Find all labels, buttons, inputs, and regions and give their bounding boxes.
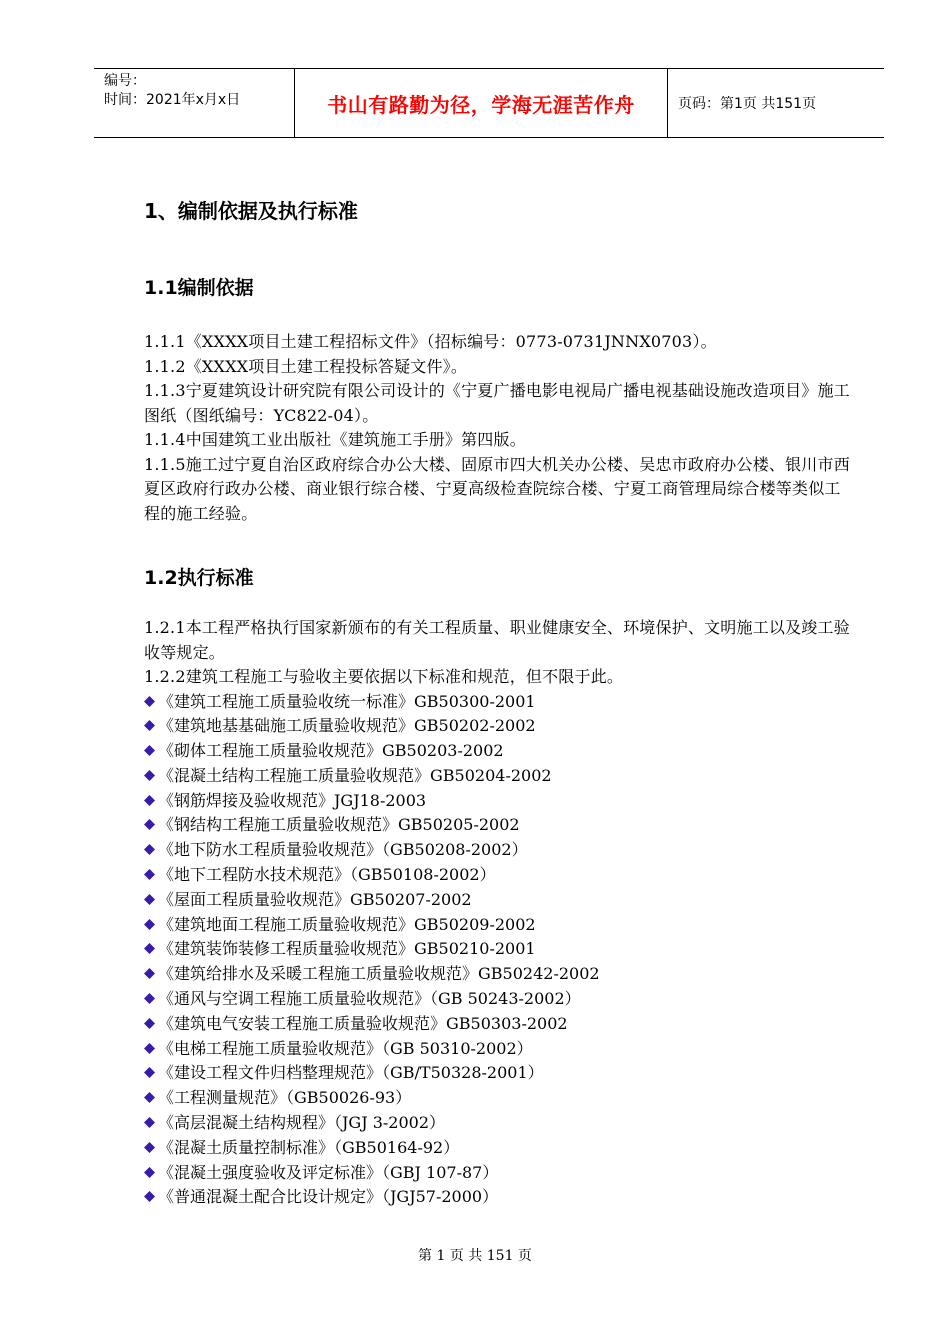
diamond-bullet-icon	[144, 869, 155, 880]
standard-item-text: 《建筑工程施工质量验收统一标准》GB50300-2001	[158, 691, 536, 711]
subsection-title-standards: 1.2执行标准	[144, 567, 254, 589]
standard-item	[144, 838, 854, 863]
standard-item	[144, 913, 854, 938]
basis-item: 1.1.5施工过宁夏自治区政府综合办公大楼、固原市四大机关办公楼、吴忠市政府办公楼、银川市西夏区政府行政办公楼、商业银行综合楼、宁夏高级检查院综合楼、宁夏工商管理局综合楼等类似工程的施工经验。	[144, 454, 850, 523]
standard-item	[144, 962, 854, 987]
standard-item	[144, 1161, 854, 1186]
section-title: 1、编制依据及执行标准	[144, 199, 358, 223]
standard-item	[144, 813, 854, 838]
standard-item-text: 《建筑装饰装修工程质量验收规范》GB50210-2001	[158, 939, 536, 959]
standard-item	[144, 863, 854, 888]
standard-item	[144, 789, 854, 814]
header-divider-right	[667, 69, 668, 137]
diamond-bullet-icon	[144, 696, 155, 707]
standard-item-text: 《建设工程文件归档整理规范》（GB/T50328-2001）	[158, 1063, 544, 1083]
diamond-bullet-icon	[144, 745, 155, 756]
diamond-bullet-icon	[144, 1067, 155, 1078]
document-body	[144, 196, 854, 1210]
document-time-label: 时间：2021年x月x日	[104, 92, 241, 108]
standard-item-text: 《混凝土质量控制标准》（GB50164-92）	[158, 1137, 460, 1157]
standard-item-text: 《建筑地基基础施工质量验收规范》GB50202-2002	[158, 716, 536, 736]
standard-item-text: 《普通混凝土配合比设计规定》（JGJ57-2000）	[158, 1187, 499, 1207]
page-header	[94, 68, 884, 138]
standard-item-text: 《钢筋焊接及验收规范》JGJ18-2003	[158, 790, 427, 810]
standard-item	[144, 1012, 854, 1037]
header-page-info: 页码：第1页 共151页	[678, 96, 817, 112]
standard-item-text: 《工程测量规范》（GB50026-93）	[158, 1088, 412, 1108]
diamond-bullet-icon	[144, 844, 155, 855]
standard-item	[144, 1037, 854, 1062]
standard-item-text: 《建筑电气安装工程施工质量验收规范》GB50303-2002	[158, 1013, 568, 1033]
diamond-bullet-icon	[144, 943, 155, 954]
standard-item	[144, 888, 854, 913]
standard-item	[144, 739, 854, 764]
standard-item-text: 《混凝土强度验收及评定标准》（GBJ 107-87）	[158, 1162, 499, 1182]
standard-item-text: 《高层混凝土结构规程》（JGJ 3-2002）	[158, 1113, 446, 1133]
standard-item	[144, 1185, 854, 1210]
standard-item	[144, 690, 854, 715]
basis-item: 1.1.2《XXXX项目土建工程投标答疑文件》。	[144, 356, 468, 376]
basis-item: 1.1.4中国建筑工业出版社《建筑施工手册》第四版。	[144, 430, 526, 449]
standard-item-text: 《地下工程防水技术规范》（GB50108-2002）	[158, 865, 496, 885]
diamond-bullet-icon	[144, 1117, 155, 1128]
diamond-bullet-icon	[144, 1092, 155, 1103]
standard-item-text: 《钢结构工程施工质量验收规范》GB50205-2002	[158, 815, 520, 835]
standard-item	[144, 764, 854, 789]
standard-item	[144, 1061, 854, 1086]
diamond-bullet-icon	[144, 919, 155, 930]
header-meta	[104, 72, 240, 110]
diamond-bullet-icon	[144, 770, 155, 781]
diamond-bullet-icon	[144, 993, 155, 1004]
header-motto: 书山有路勤为径，学海无涯苦作舟	[327, 92, 635, 117]
standard-item-text: 《通风与空调工程施工质量验收规范》（GB 50243-2002）	[158, 989, 581, 1009]
diamond-bullet-icon	[144, 1018, 155, 1029]
diamond-bullet-icon	[144, 1191, 155, 1202]
diamond-bullet-icon	[144, 720, 155, 731]
standard-item-text: 《建筑地面工程施工质量验收规范》GB50209-2002	[158, 914, 536, 934]
standard-item	[144, 987, 854, 1012]
diamond-bullet-icon	[144, 1142, 155, 1153]
basis-item: 1.1.3宁夏建筑设计研究院有限公司设计的《宁夏广播电影电视局广播电视基础设施改造项目》施工图纸（图纸编号：YC822-04）。	[144, 381, 850, 425]
standard-item	[144, 937, 854, 962]
subsection-title-basis: 1.1编制依据	[144, 277, 254, 299]
page-footer: 第 1 页 共 151 页	[418, 1248, 532, 1264]
standard-item-text: 《地下防水工程质量验收规范》（GB50208-2002）	[158, 840, 528, 860]
standard-item	[144, 1086, 854, 1111]
standard-item-text: 《砌体工程施工质量验收规范》GB50203-2002	[158, 741, 504, 761]
standards-paragraphs	[144, 616, 854, 690]
standards-list	[144, 690, 854, 1211]
document-number-label: 编号：	[104, 73, 146, 89]
standard-item-text: 《混凝土结构工程施工质量验收规范》GB50204-2002	[158, 765, 552, 785]
standard-item	[144, 1136, 854, 1161]
diamond-bullet-icon	[144, 1043, 155, 1054]
standard-item-text: 《屋面工程质量验收规范》GB50207-2002	[158, 889, 472, 909]
standard-item	[144, 714, 854, 739]
diamond-bullet-icon	[144, 894, 155, 905]
diamond-bullet-icon	[144, 819, 155, 830]
basis-paragraphs	[144, 330, 854, 526]
diamond-bullet-icon	[144, 1167, 155, 1178]
basis-item: 1.1.1《XXXX项目土建工程招标文件》（招标编号：0773-0731JNNX0703）。	[144, 332, 717, 351]
standard-item-text: 《电梯工程施工质量验收规范》（GB 50310-2002）	[158, 1038, 533, 1058]
standards-intro: 1.2.2建筑工程施工与验收主要依据以下标准和规范，但不限于此。	[144, 667, 624, 686]
diamond-bullet-icon	[144, 795, 155, 806]
diamond-bullet-icon	[144, 968, 155, 979]
standard-item-text: 《建筑给排水及采暖工程施工质量验收规范》GB50242-2002	[158, 964, 600, 984]
standards-intro: 1.2.1本工程严格执行国家新颁布的有关工程质量、职业健康安全、环境保护、文明施工以及竣工验收等规定。	[144, 618, 850, 662]
standard-item	[144, 1111, 854, 1136]
